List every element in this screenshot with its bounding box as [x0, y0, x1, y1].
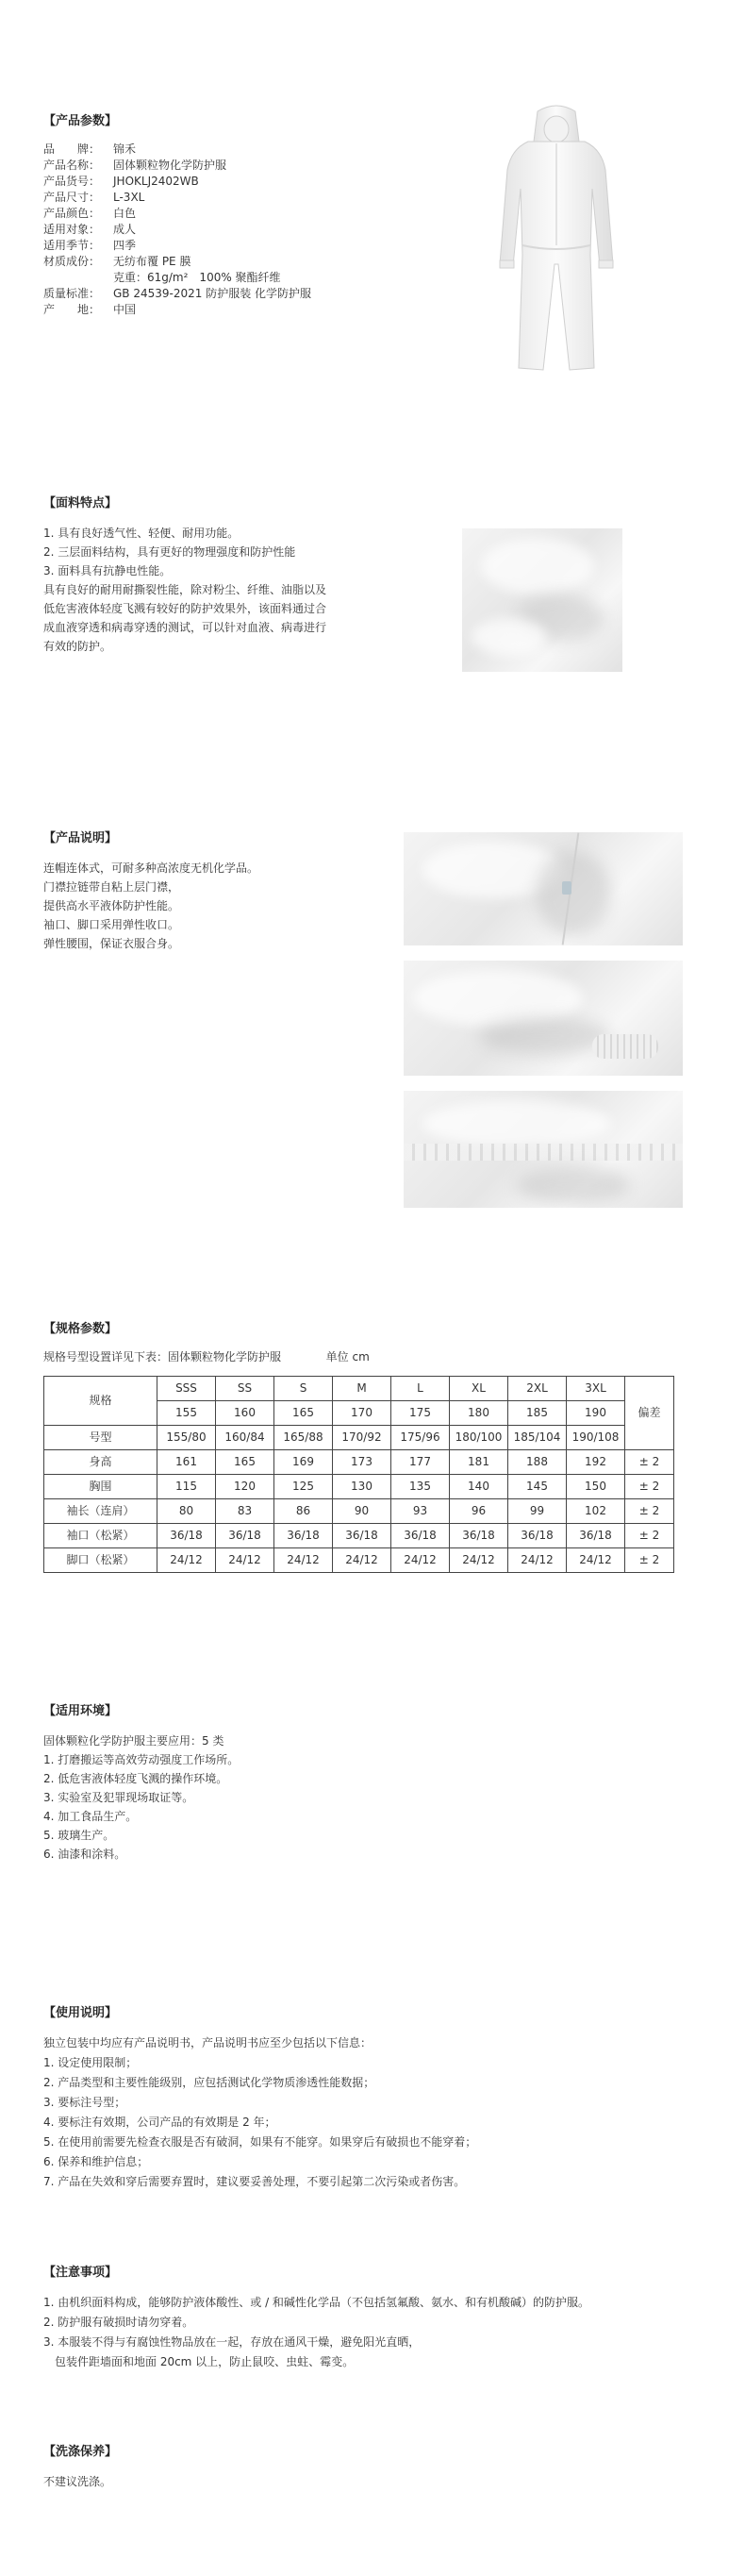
table-cell: 170/92	[333, 1426, 391, 1450]
table-row	[44, 1548, 674, 1573]
spec-subtitle: 规格号型设置详见下表：固体颗粒物化学防护服 单位 cm	[43, 1350, 370, 1363]
table-cell: 36/18	[274, 1524, 333, 1548]
table-cell: 145	[508, 1475, 567, 1499]
table-cell: 24/12	[216, 1548, 274, 1573]
table-cell: 86	[274, 1499, 333, 1524]
text-line: 1. 打磨搬运等高效劳动强度工作场所。	[43, 1753, 240, 1766]
table-cell: 24/12	[450, 1548, 508, 1573]
table-cell: 83	[216, 1499, 274, 1524]
table-cell: 181	[450, 1450, 508, 1475]
param-label: 产品名称：	[43, 159, 101, 172]
section-fabric-features	[43, 495, 326, 656]
table-cell: 24/12	[508, 1548, 567, 1573]
coverall-product-image	[490, 104, 622, 377]
section-title: 【使用说明】	[43, 2006, 118, 2020]
section-notes	[43, 2265, 589, 2372]
table-header-label: 规格	[44, 1377, 157, 1426]
text-line: 弹性腰围，保证衣服合身。	[43, 937, 180, 950]
table-cell: 173	[333, 1450, 391, 1475]
param-value: 无纺布覆 PE 膜	[113, 255, 191, 268]
text-line: 4. 加工食品生产。	[43, 1810, 138, 1823]
table-cell: 90	[333, 1499, 391, 1524]
text-line: 有效的防护。	[43, 640, 112, 653]
param-row	[43, 254, 311, 270]
row-label: 身高	[44, 1450, 157, 1475]
cuff-detail-image	[404, 961, 683, 1076]
row-label: 袖口（松紧）	[44, 1524, 157, 1548]
text-line: 6. 保养和维护信息；	[43, 2155, 149, 2168]
param-label: 质量标准：	[43, 287, 101, 300]
text-line: 5. 在使用前需要先检查衣服是否有破洞，如果有不能穿。如果穿后有破损也不能穿着；	[43, 2135, 477, 2149]
param-value: 锦禾	[113, 142, 137, 156]
text-line: 门襟拉链带自粘上层门襟，	[43, 880, 180, 894]
section-spec	[43, 1321, 370, 1365]
param-label: 材质成份：	[43, 255, 101, 268]
text-line: 6. 油漆和涂料。	[43, 1848, 126, 1861]
table-cell: 36/18	[567, 1524, 625, 1548]
row-label: 袖长（连肩）	[44, 1499, 157, 1524]
param-label: 适用季节：	[43, 239, 101, 252]
table-cell: 36/18	[391, 1524, 450, 1548]
table-cell: 185/104	[508, 1426, 567, 1450]
table-cell: 150	[567, 1475, 625, 1499]
text-line: 3. 本服装不得与有腐蚀性物品放在一起，存放在通风干燥，避免阳光直晒，	[43, 2335, 421, 2349]
table-cell: 130	[333, 1475, 391, 1499]
text-line: 1. 具有良好透气性、轻便、耐用功能。	[43, 527, 240, 540]
section-product-params	[43, 113, 311, 318]
table-cell: 135	[391, 1475, 450, 1499]
param-row	[43, 238, 311, 254]
text-line: 2. 防护服有破损时请勿穿着。	[43, 2316, 194, 2329]
text-line: 连帽连体式，可耐多种高浓度无机化学品。	[43, 861, 259, 875]
table-cell: 192	[567, 1450, 625, 1475]
param-value: L-3XL	[113, 191, 145, 204]
table-cell: 169	[274, 1450, 333, 1475]
size-code-cell: S	[274, 1377, 333, 1401]
param-value: 成人	[113, 223, 137, 236]
table-row	[44, 1499, 674, 1524]
text-line: 4. 要标注有效期，公司产品的有效期是 2 年；	[43, 2116, 276, 2129]
table-cell: 102	[567, 1499, 625, 1524]
table-cell: 96	[450, 1499, 508, 1524]
tolerance-cell: ± 2	[625, 1524, 674, 1548]
param-value: JHOKLJ2402WB	[113, 175, 199, 188]
tolerance-cell: ± 2	[625, 1450, 674, 1475]
text-line: 袖口、脚口采用弹性收口。	[43, 918, 180, 931]
param-label: 适用对象：	[43, 223, 101, 236]
section-washing	[43, 2444, 117, 2492]
text-line: 成血液穿透和病毒穿透的测试，可以针对血液、病毒进行	[43, 621, 327, 634]
table-row	[44, 1426, 674, 1450]
table-row	[44, 1475, 674, 1499]
param-row	[43, 174, 311, 190]
size-height-cell: 170	[333, 1401, 391, 1426]
param-row	[43, 158, 311, 174]
section-usage	[43, 2005, 476, 2192]
section-title: 【面料特点】	[43, 496, 118, 510]
waist-detail-image	[404, 1091, 683, 1208]
param-value: 固体颗粒物化学防护服	[113, 159, 227, 172]
size-code-cell: XL	[450, 1377, 508, 1401]
text-line: 3. 面料具有抗静电性能。	[43, 564, 172, 577]
text-line: 2. 低危害液体轻度飞溅的操作环境。	[43, 1772, 228, 1785]
size-height-cell: 160	[216, 1401, 274, 1426]
text-line: 提供高水平液体防护性能。	[43, 899, 180, 912]
table-cell: 93	[391, 1499, 450, 1524]
table-cell: 120	[216, 1475, 274, 1499]
text-line: 具有良好的耐用耐撕裂性能，除对粉尘、纤维、油脂以及	[43, 583, 327, 596]
section-title: 【规格参数】	[43, 1322, 118, 1336]
param-row	[43, 286, 311, 302]
table-row	[44, 1524, 674, 1548]
size-code-cell: 2XL	[508, 1377, 567, 1401]
param-value: 四季	[113, 239, 137, 252]
param-value: 克重：61g/m² 100% 聚酯纤维	[113, 271, 281, 284]
section-environment	[43, 1703, 239, 1864]
text-line: 包装件距墙面和地面 20cm 以上，防止鼠咬、虫蛀、霉变。	[43, 2355, 355, 2368]
param-row	[43, 302, 311, 318]
table-cell: 180/100	[450, 1426, 508, 1450]
param-row	[43, 190, 311, 206]
section-product-description	[43, 830, 258, 953]
table-cell: 36/18	[333, 1524, 391, 1548]
param-label: 品 牌：	[43, 142, 101, 156]
table-header-row	[44, 1377, 674, 1401]
size-height-cell: 175	[391, 1401, 450, 1426]
table-cell: 36/18	[157, 1524, 216, 1548]
tolerance-cell: ± 2	[625, 1548, 674, 1573]
size-height-cell: 165	[274, 1401, 333, 1426]
table-cell: 140	[450, 1475, 508, 1499]
table-cell: 125	[274, 1475, 333, 1499]
table-cell: 177	[391, 1450, 450, 1475]
table-cell: 99	[508, 1499, 567, 1524]
param-row-weight	[43, 270, 311, 286]
table-cell: 24/12	[157, 1548, 216, 1573]
table-cell: 188	[508, 1450, 567, 1475]
param-label: 产品尺寸：	[43, 191, 101, 204]
text-line: 5. 玻璃生产。	[43, 1829, 115, 1842]
table-tolerance-header: 偏差	[625, 1377, 674, 1450]
text-line: 2. 产品类型和主要性能级别，应包括测试化学物质渗透性能数据；	[43, 2076, 375, 2089]
text-line: 独立包装中均应有产品说明书，产品说明书应至少包括以下信息：	[43, 2036, 372, 2049]
row-label: 胸围	[44, 1475, 157, 1499]
param-row	[43, 222, 311, 238]
param-row	[43, 142, 311, 158]
table-cell: 115	[157, 1475, 216, 1499]
size-height-cell: 185	[508, 1401, 567, 1426]
table-cell: 160/84	[216, 1426, 274, 1450]
table-cell: 24/12	[333, 1548, 391, 1573]
section-title: 【洗涤保养】	[43, 2445, 118, 2459]
size-code-cell: SS	[216, 1377, 274, 1401]
table-cell: 161	[157, 1450, 216, 1475]
row-label: 号型	[44, 1426, 157, 1450]
table-cell: 36/18	[216, 1524, 274, 1548]
size-table	[43, 1376, 674, 1573]
text-line: 1. 设定使用限制；	[43, 2056, 138, 2069]
size-code-cell: 3XL	[567, 1377, 625, 1401]
tolerance-cell: ± 2	[625, 1475, 674, 1499]
text-line: 2. 三层面料结构，具有更好的物理强度和防护性能	[43, 545, 296, 559]
text-line: 1. 由机织面料构成，能够防护液体酸性、或 / 和碱性化学品（不包括氢氟酸、氨水、和有机酸碱）的防护服。	[43, 2296, 589, 2309]
size-height-cell: 190	[567, 1401, 625, 1426]
section-title: 【产品参数】	[43, 114, 118, 128]
table-cell: 175/96	[391, 1426, 450, 1450]
text-line: 3. 要标注号型；	[43, 2096, 126, 2109]
section-title: 【适用环境】	[43, 1704, 118, 1718]
size-code-cell: SSS	[157, 1377, 216, 1401]
param-value: 白色	[113, 207, 137, 220]
param-value: GB 24539-2021 防护服装 化学防护服	[113, 287, 312, 300]
table-cell: 155/80	[157, 1426, 216, 1450]
table-row	[44, 1450, 674, 1475]
text-line: 3. 实验室及犯罪现场取证等。	[43, 1791, 194, 1804]
param-label: 产品货号：	[43, 175, 101, 188]
table-cell: 165/88	[274, 1426, 333, 1450]
table-cell: 190/108	[567, 1426, 625, 1450]
table-cell: 36/18	[450, 1524, 508, 1548]
param-label: 产 地：	[43, 303, 101, 316]
text-line: 低危害液体轻度飞溅有较好的防护效果外，该面料通过合	[43, 602, 327, 615]
table-cell: 165	[216, 1450, 274, 1475]
text-line: 固体颗粒化学防护服主要应用：5 类	[43, 1734, 224, 1748]
spec-unit: 单位 cm	[325, 1350, 370, 1363]
table-cell: 24/12	[567, 1548, 625, 1573]
size-height-cell: 155	[157, 1401, 216, 1426]
section-title: 【注意事项】	[43, 2266, 118, 2280]
param-value: 中国	[113, 303, 137, 316]
size-height-cell: 180	[450, 1401, 508, 1426]
section-title: 【产品说明】	[43, 831, 118, 845]
zipper-detail-image	[404, 832, 683, 945]
param-row	[43, 206, 311, 222]
text-line: 7. 产品在失效和穿后需要弃置时，建议要妥善处理，不要引起第二次污染或者伤害。	[43, 2175, 466, 2188]
size-code-cell: M	[333, 1377, 391, 1401]
row-label: 脚口（松紧）	[44, 1548, 157, 1573]
tolerance-cell: ± 2	[625, 1499, 674, 1524]
text-line: 不建议洗涤。	[43, 2475, 112, 2488]
table-cell: 24/12	[391, 1548, 450, 1573]
size-code-cell: L	[391, 1377, 450, 1401]
table-cell: 80	[157, 1499, 216, 1524]
table-cell: 36/18	[508, 1524, 567, 1548]
param-label: 产品颜色：	[43, 207, 101, 220]
fabric-closeup-image	[462, 528, 622, 672]
table-cell: 24/12	[274, 1548, 333, 1573]
